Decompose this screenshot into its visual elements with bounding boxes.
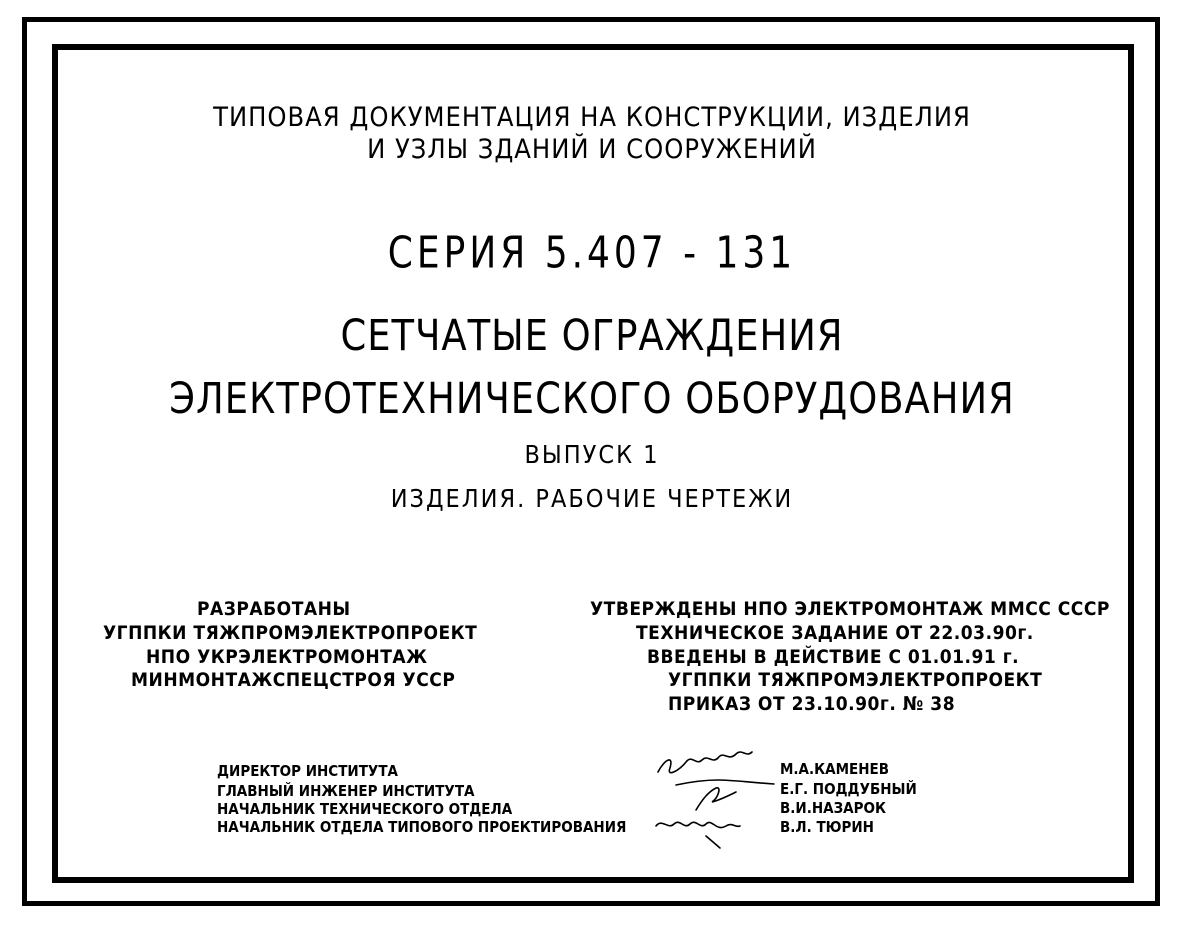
signature-typical-design-head [656, 822, 740, 827]
developed-org-3: МИНМОНТАЖСПЕЦСТРОЯ УССР [131, 669, 456, 691]
approved-line-5: ПРИКАЗ ОТ 23.10.90г. № 38 [668, 693, 956, 715]
approved-line-3: ВВЕДЕНЫ В ДЕЙСТВИЕ С 01.01.91 г. [647, 646, 1020, 668]
signatory-position: НАЧАЛЬНИК ОТДЕЛА ТИПОВОГО ПРОЕКТИРОВАНИЯ [217, 818, 627, 836]
subtitle: ИЗДЕЛИЯ. РАБОЧИЕ ЧЕРТЕЖИ [390, 484, 794, 513]
signatory-position: ДИРЕКТОР ИНСТИТУТА [217, 762, 398, 780]
approved-line-1: УТВЕРЖДЕНЫ НПО ЭЛЕКТРОМОНТАЖ ММСС СССР [590, 598, 1110, 620]
title-line-1: СЕТЧАТЫЕ ОГРАЖДЕНИЯ [340, 310, 844, 361]
signatory-position: НАЧАЛЬНИК ТЕХНИЧЕСКОГО ОТДЕЛА [217, 800, 513, 818]
signatory-name: В.Л. ТЮРИН [780, 818, 874, 836]
approved-line-4: УГППКИ ТЯЖПРОМЭЛЕКТРОПРОЕКТ [668, 669, 1043, 691]
signatory-name: Е.Г. ПОДДУБНЫЙ [780, 780, 917, 798]
signature-chief-engineer [676, 780, 774, 785]
signature-director [658, 752, 752, 773]
header-line-2: И УЗЛЫ ЗДАНИЙ И СООРУЖЕНИЙ [367, 134, 817, 165]
issue-label: ВЫПУСК 1 [524, 440, 660, 469]
developed-label: РАЗРАБОТАНЫ [197, 598, 351, 620]
developed-org-2: НПО УКРЭЛЕКТРОМОНТАЖ [146, 646, 428, 668]
series-number: СЕРИЯ 5.407 - 131 [387, 228, 797, 279]
developed-org-1: УГППКИ ТЯЖПРОМЭЛЕКТРОПРОЕКТ [103, 622, 478, 644]
approved-line-2: ТЕХНИЧЕСКОЕ ЗАДАНИЕ ОТ 22.03.90г. [636, 622, 1034, 644]
handwritten-signatures [646, 740, 776, 850]
title-line-2: ЭЛЕКТРОТЕХНИЧЕСКОГО ОБОРУДОВАНИЯ [169, 373, 1015, 424]
header-line-1: ТИПОВАЯ ДОКУМЕНТАЦИЯ НА КОНСТРУКЦИИ, ИЗДЕЛИЯ [213, 102, 971, 133]
signature-tech-head [696, 788, 736, 810]
signatory-position: ГЛАВНЫЙ ИНЖЕНЕР ИНСТИТУТА [217, 782, 475, 800]
signatory-name: М.А.КАМЕНЕВ [780, 760, 890, 778]
signatory-name: В.И.НАЗАРОК [780, 799, 886, 817]
